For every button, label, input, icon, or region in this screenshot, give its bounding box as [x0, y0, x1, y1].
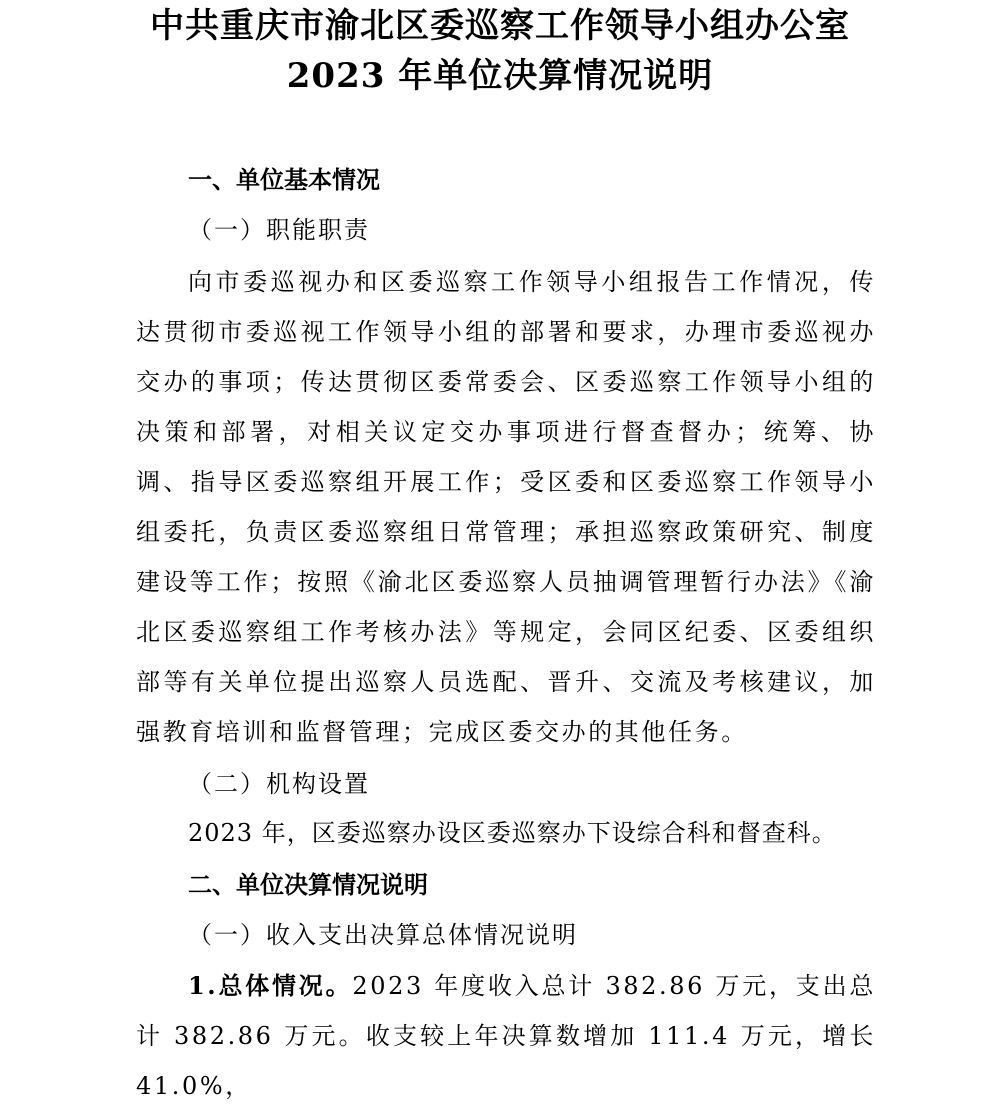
section1-heading: 一、单位基本情况	[188, 166, 380, 194]
document-title-line1: 中共重庆市渝北区委巡察工作领导小组办公室	[150, 6, 850, 46]
document-title-line2: 2023 年单位决算情况说明	[286, 56, 714, 96]
section2-heading: 二、单位决算情况说明	[188, 871, 428, 899]
section1-sub2-heading: （二）机构设置	[188, 770, 370, 798]
section2-sub1-heading: （一）收入支出决算总体情况说明	[188, 921, 578, 949]
section1-sub1-heading: （一）职能职责	[188, 216, 370, 244]
overall-paragraph	[136, 961, 876, 1111]
duties-paragraph: 向市委巡视办和区委巡察工作领导小组报告工作情况，传达贯彻市委巡视工作领导小组的部署和要求，办理市委巡视办交办的事项；传达贯彻区委常委会、区委巡察工作领导小组的决策和部署，对相关议定交办事项进行督查督办；统筹、协调、指导区委巡察组开展工作；受区委和区委巡察工作领导小组委托，负责区委巡察组日常管理；承担巡察政策研究、制度建设等工作；按照《渝北区委巡察人员抽调管理暂行办法》《渝北区委巡察组工作考核办法》等规定，会同区纪委、区委组织部等有关单位提出巡察人员选配、晋升、交流及考核建议，加强教育培训和监督管理；完成区委交办的其他任务。	[136, 268, 876, 746]
overall-text: 2023 年度收入总计 382.86 万元，支出总计 382.86 万元。收支较上年决算数增加 111.4 万元，增长 41.0%，	[136, 972, 876, 1100]
overall-lead: 1.总体情况。	[188, 971, 353, 1000]
organization-paragraph: 2023 年，区委巡察办设区委巡察办下设综合科和督查科。	[188, 819, 837, 847]
